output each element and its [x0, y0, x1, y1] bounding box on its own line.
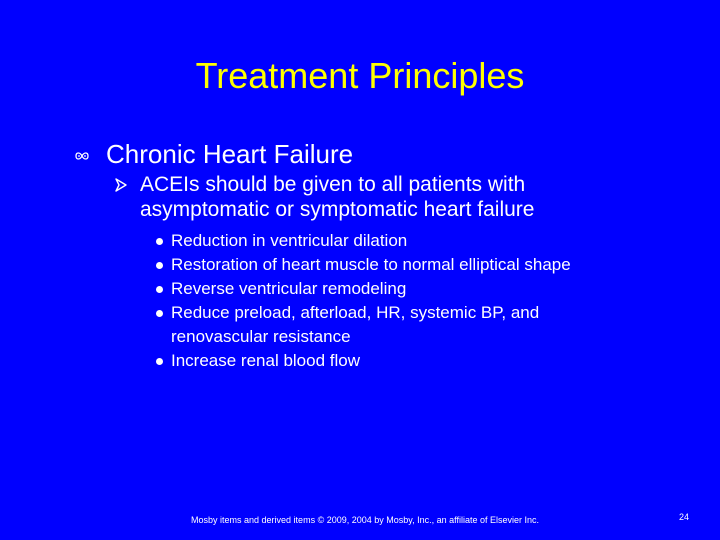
sub-bullet-item — [156, 301, 676, 349]
sub-bullet-item — [156, 349, 676, 373]
sub-bullet-text-line2: renovascular resistance — [171, 327, 351, 346]
bullet-dot-icon — [156, 262, 163, 269]
sub-bullet-text: Restoration of heart muscle to normal elliptical shape — [171, 255, 571, 274]
bullet-level2-text — [140, 172, 660, 222]
infinity-glyph-icon — [74, 148, 90, 164]
bullet-dot-icon — [156, 286, 163, 293]
sub-bullet-text-line1: Reduce preload, afterload, HR, systemic BP, and — [171, 303, 540, 322]
sub-bullet-item — [156, 253, 676, 277]
arrow-pointer-icon — [114, 178, 128, 192]
sub-bullet-list — [156, 229, 676, 373]
copyright-notice: Mosby items and derived items © 2009, 2004 by Mosby, Inc., an affiliate of Elsevier Inc. — [191, 515, 539, 525]
slide-title: Treatment Principles — [195, 55, 525, 96]
sub-bullet-item — [156, 277, 676, 301]
sub-bullet-text: Reverse ventricular remodeling — [171, 279, 407, 298]
sub-bullet-text: Increase renal blood flow — [171, 351, 361, 370]
bullet-level2-line2: asymptomatic or symptomatic heart failure — [140, 198, 535, 221]
sub-bullet-text: Reduction in ventricular dilation — [171, 231, 408, 250]
bullet-level2-line1: ACEIs should be given to all patients with — [140, 173, 526, 196]
bullet-dot-icon — [156, 358, 163, 365]
bullet-level1-text: Chronic Heart Failure — [106, 139, 354, 169]
bullet-dot-icon — [156, 310, 163, 317]
page-number: 24 — [678, 512, 689, 522]
sub-bullet-item — [156, 229, 676, 253]
bullet-dot-icon — [156, 238, 163, 245]
